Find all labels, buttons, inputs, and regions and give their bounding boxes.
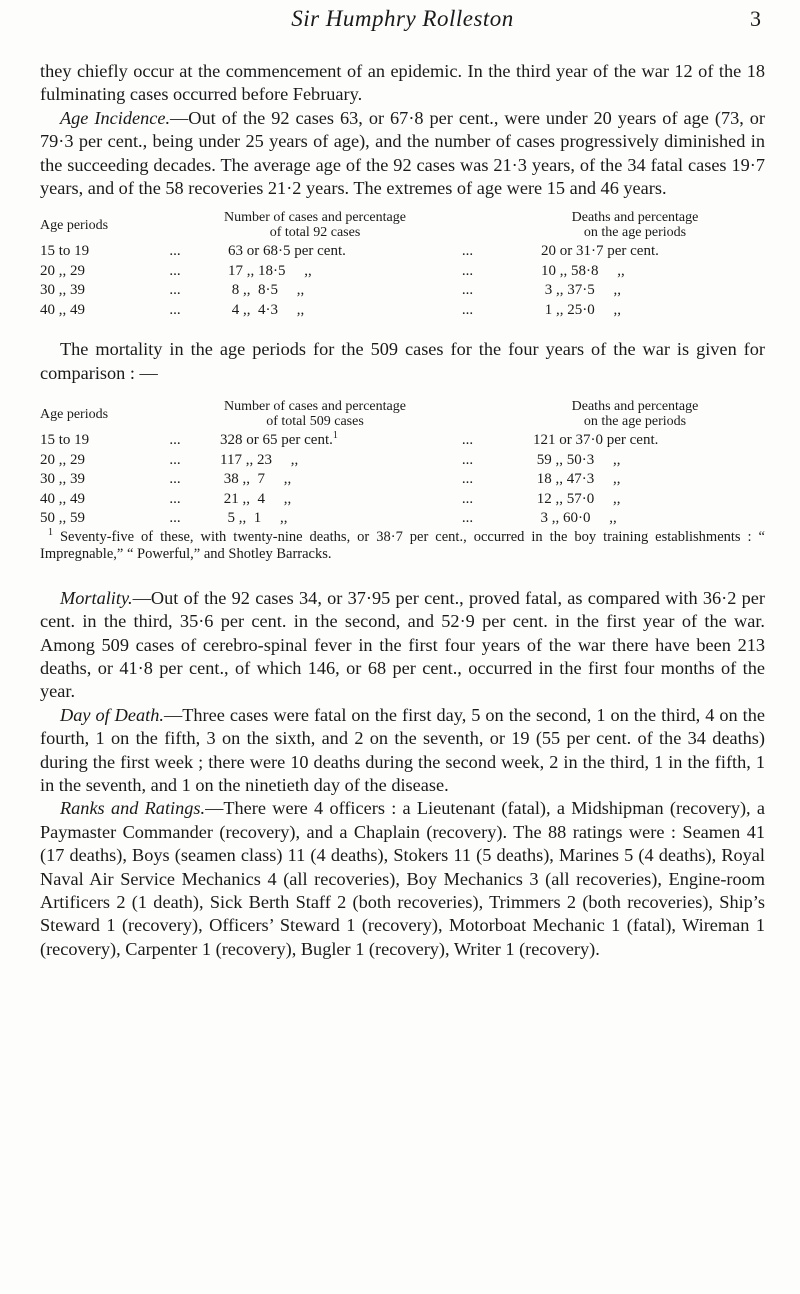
paragraph-age-incidence [40, 107, 765, 201]
footnote [40, 526, 765, 563]
table-row: 30 ,, 39 ... 38 ,, 7 ,, ... 18 ,, 47·3 ,, [40, 471, 621, 488]
age-incidence-text: —Out of the 92 cases 63, or 67·8 per cent., were under 20 years of age (73, or 79·3 per cent., being under 25 years of age), and the number of cases progressively diminished in the succeeding decades. The average age of the 92 cases was 21·3 years, of the 34 fatal cases 19·7 years, and of the 58 recoveries 21·2 years. The extremes of age were 15 and 46 years. [40, 107, 765, 199]
table-row: 15 to 19 ... 63 or 68·5 per cent. ... 20 or 31·7 per cent. [40, 243, 659, 260]
table-row: 30 ,, 39 ... 8 ,, 8·5 ,, ... 3 ,, 37·5 ,, [40, 282, 621, 299]
mortality-heading: Mortality. [60, 587, 133, 608]
paragraph-mortality-intro: The mortality in the age periods for the 509 cases for the four years of the war is given for comparison : — [40, 339, 765, 383]
page [40, 0, 765, 961]
paragraph-mortality [40, 587, 765, 704]
table-row: 40 ,, 49 ... 4 ,, 4·3 ,, ... 1 ,, 25·0 ,, [40, 301, 621, 318]
ranks-heading: Ranks and Ratings. [60, 798, 206, 819]
table1-header-deaths: Deaths and percentage on the age periods [571, 210, 699, 241]
table2-header-age: Age periods [40, 406, 109, 422]
mortality-text: —Out of the 92 cases 34, or 37·95 per cent., proved fatal, as compared with 36·2 per cent. in the third, 35·6 per cent. in the second, and 52·9 per cent. in the first year of the war. Among 509 cases of cerebro-spinal fever in the first four years of the war there have been 213 deaths, or 41·8 per cent., of which 146, or 68 per cent., occurred in the first four months of the year. [40, 587, 765, 702]
footnote-ref: 1 [332, 430, 338, 442]
table-age-92 [40, 210, 765, 320]
paragraph-day-of-death [40, 704, 765, 798]
footnote-text: Seventy-five of these, with twenty-nine deaths, or 38·7 per cent., occurred in the boy training establishments : “ Impregnable,” “ Powerful,” and Shotley Barracks. [40, 528, 765, 562]
day-of-death-text: —Three cases were fatal on the first day, 5 on the second, 1 on the third, 4 on the fourth, 1 on the fifth, 3 on the sixth, and 2 on the seventh, or 19 (55 per cent. of the 34 deaths) during the first week ; there were 10 deaths during the second week, 2 in the third, 1 in the fifth, 1 in the seventh, and 1 on the ninetieth day of the disease. [40, 704, 765, 795]
table-row: 20 ,, 29 ... 117 ,, 23 ,, ... 59 ,, 50·3 ,, [40, 451, 621, 468]
running-title: Sir Humphry Rolleston [291, 6, 514, 31]
table-row: 40 ,, 49 ... 21 ,, 4 ,, ... 12 ,, 57·0 ,, [40, 490, 621, 507]
table-row: 50 ,, 59 ... 5 ,, 1 ,, ... 3 ,, 60·0 ,, [40, 510, 617, 527]
table2-header-cases: Number of cases and percentage of total 509 cases [224, 399, 406, 430]
table1-header-age: Age periods [40, 217, 109, 233]
page-header [40, 0, 765, 60]
table1-header-cases: Number of cases and percentage of total 92 cases [224, 210, 406, 241]
table-row: 15 to 19 ... 328 or 65 per cent.$^1$ ... 121 or 37·0 per cent. [40, 430, 659, 449]
ranks-text: —There were 4 officers : a Lieutenant (fatal), a Midshipman (recovery), a Paymaster Commander (recovery), and a Chaplain (recovery). The 88 ratings were : Seamen 41 (17 deaths), Boys (seamen class) 11 (4 deaths), Stokers 11 (5 deaths), Marines 5 (4 deaths), Royal Naval Air Service Mechanics 4 (all recoveries), Boy Mechanics 3 (all recoveries), Engine-room Artificers 2 (1 death), Sick Berth Staff 2 (both recoveries), Trimmers 2 (both recoveries), Ship’s Steward 1 (recovery), Officers’ Steward 1 (recovery), Motorboat Mechanic 1 (fatal), Wireman 1 (recovery), Carpenter 1 (recovery), Bugler 1 (recovery), Writer 1 (recovery). [40, 798, 765, 959]
page-number: 3 [750, 6, 761, 31]
age-incidence-heading: Age Incidence. [60, 107, 171, 128]
paragraph-intro: they chiefly occur at the commencement of an epidemic. In the third year of the war 12 of the 18 fulminating cases occurred before February. [40, 61, 765, 105]
table-row: 20 ,, 29 ... 17 ,, 18·5 ,, ... 10 ,, 58·8 ,, [40, 262, 625, 279]
day-of-death-heading: Day of Death. [60, 704, 164, 725]
paragraph-ranks-ratings [40, 797, 765, 961]
table2-header-deaths: Deaths and percentage on the age periods [571, 399, 699, 430]
table-age-509 [40, 399, 765, 529]
footnote-mark: 1 [48, 526, 53, 538]
